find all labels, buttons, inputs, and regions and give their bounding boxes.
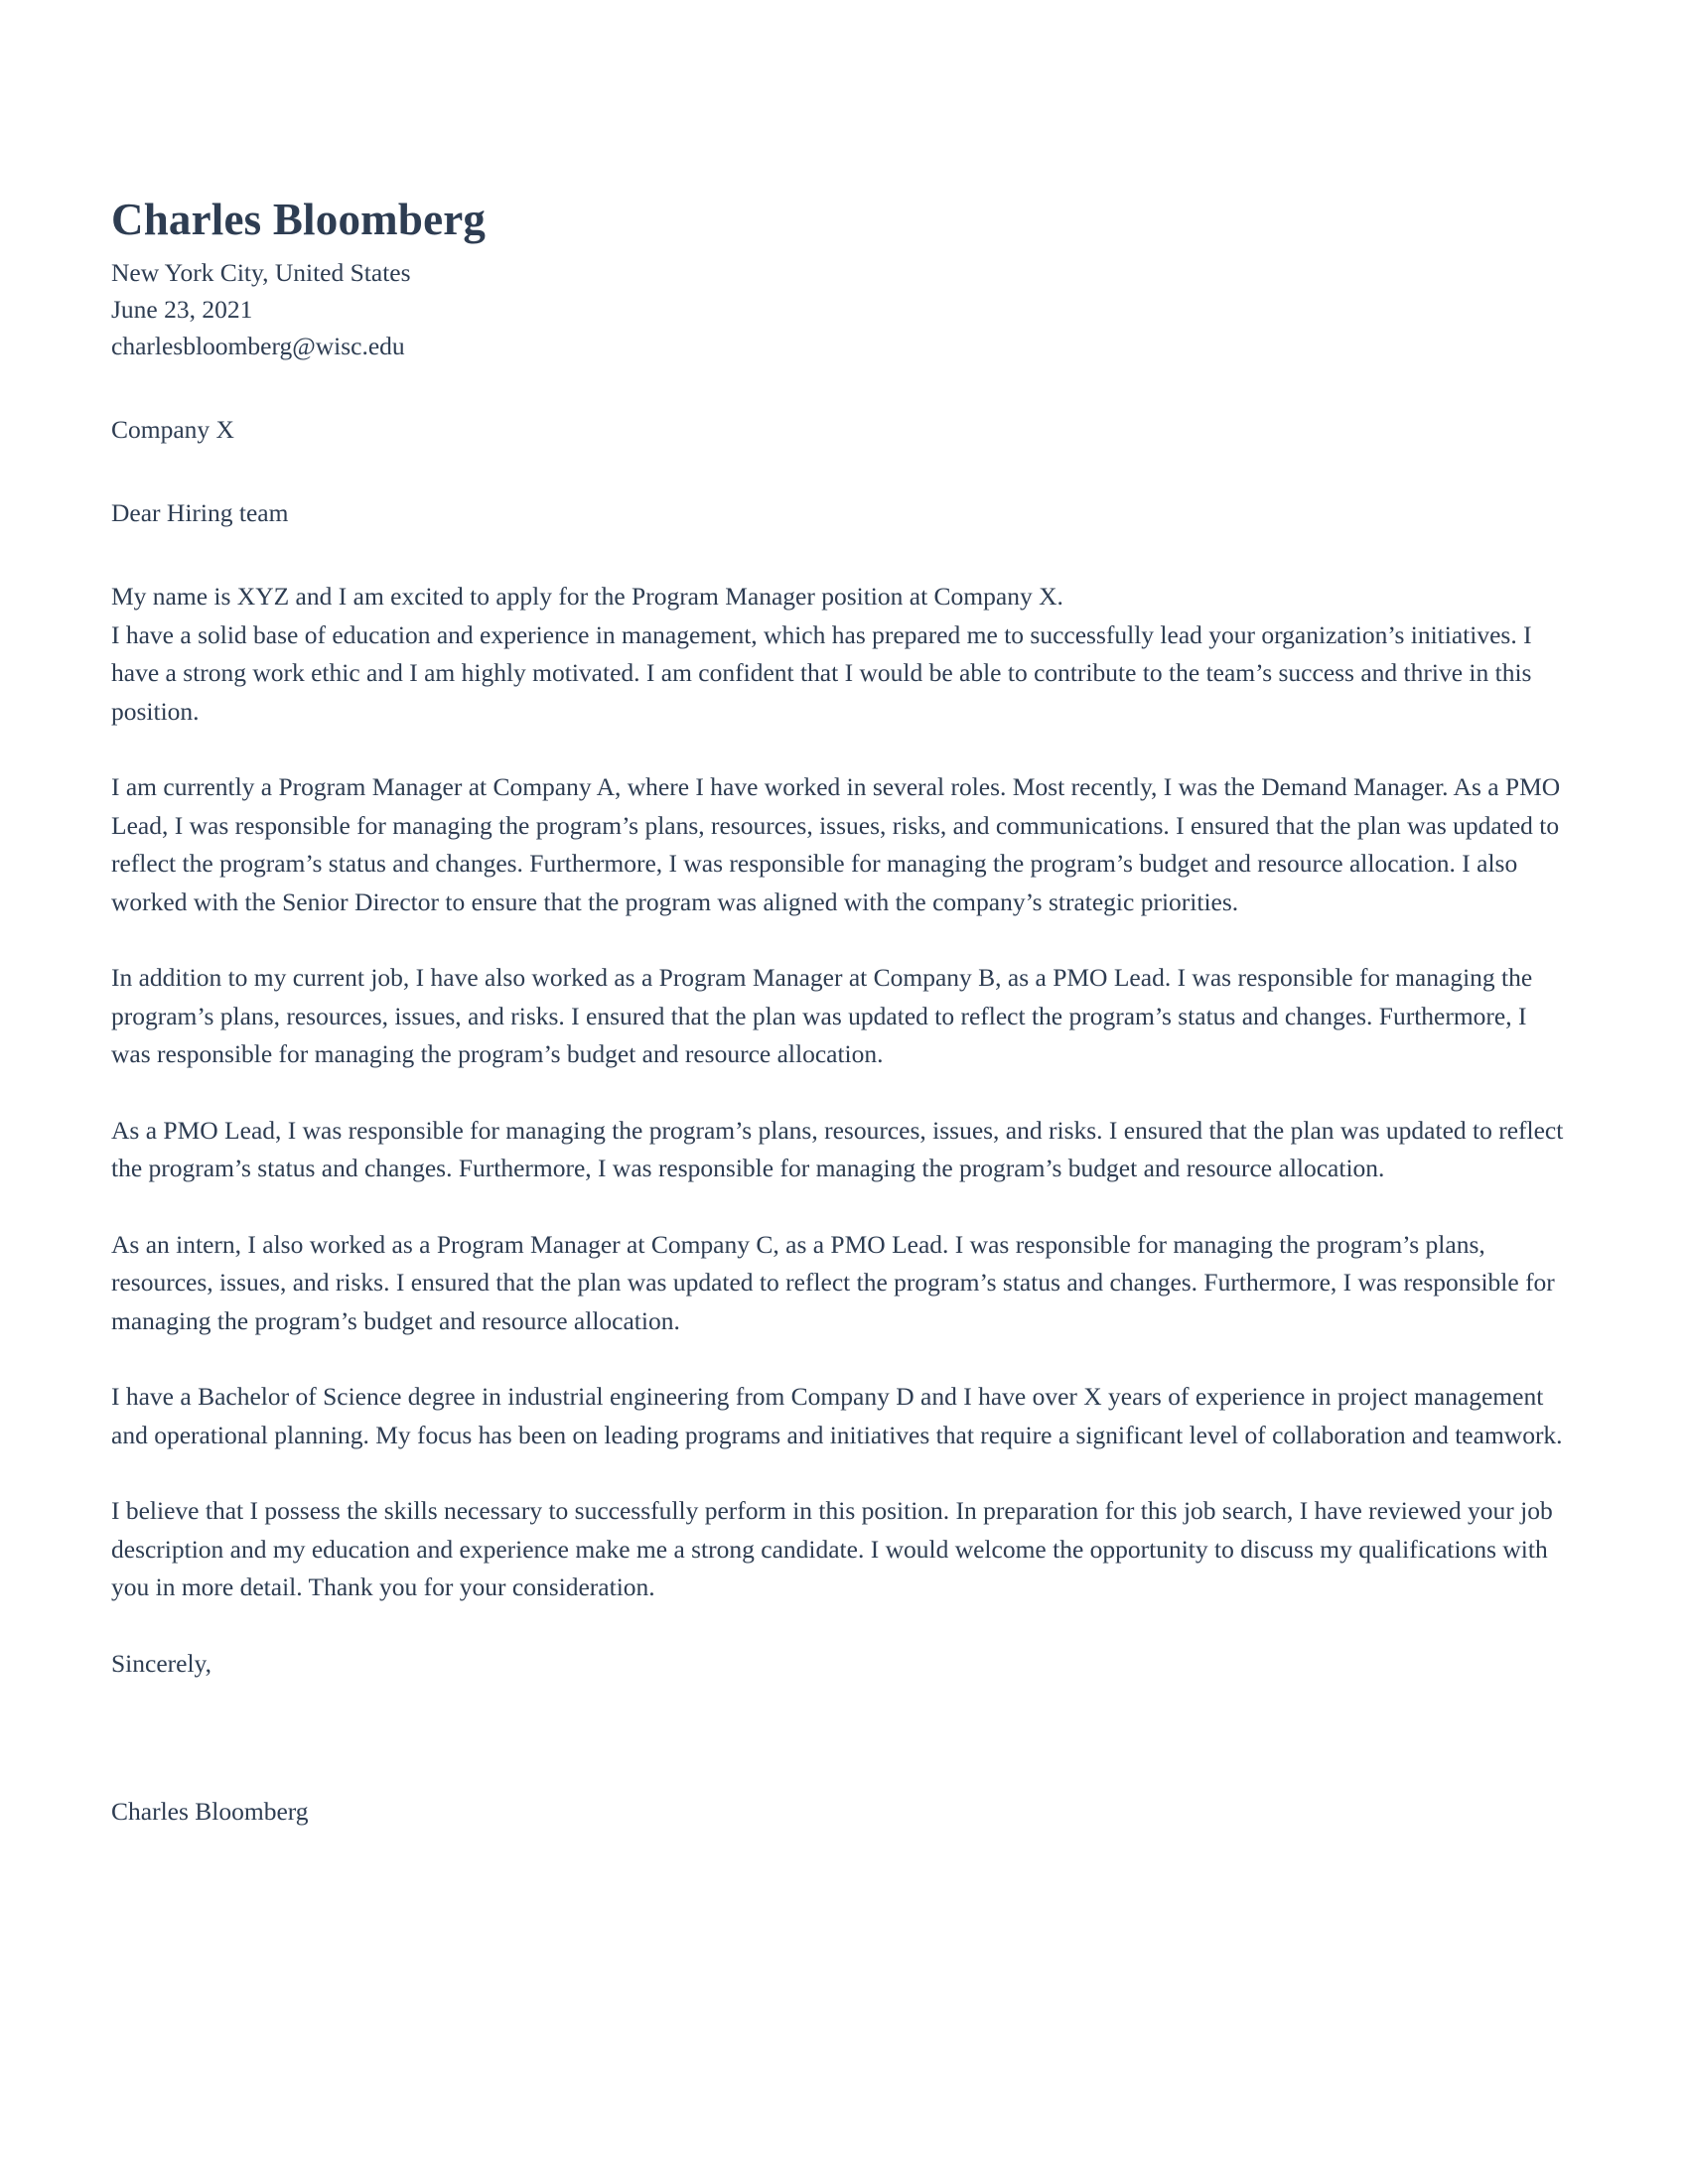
spacer-after-recipient [111, 448, 1571, 494]
paragraph-spacer [111, 1607, 1571, 1645]
paragraph-spacer [111, 1340, 1571, 1378]
salutation: Dear Hiring team [111, 498, 289, 528]
body-paragraph: As an intern, I also worked as a Program Manager at Company C, as a PMO Lead. I was responsible for managing the program’s plans, resources, issues, and risks. I ensured that the plan was updated to reflect the program’s status and changes. Furthermore, I was responsible for managing the program’s budget and resource allocation. [111, 1229, 1555, 1335]
letter-content [111, 195, 1571, 1830]
body-paragraph: I have a Bachelor of Science degree in industrial engineering from Company D and I have over X years of experience in project management and operational planning. My focus has been on leading programs and initiatives that require a significant level of collaboration and teamwork. [111, 1382, 1563, 1449]
paragraph-spacer [111, 1074, 1571, 1112]
body-paragraph: My name is XYZ and I am excited to apply for the Program Manager position at Company X. I have a solid base of education and experience in management, which has prepared me to successfully lead your organization’s initiatives. I have a strong work ethic and I am highly motivated. I am confident that I would be able to contribute to the team’s success and thrive in this position. [111, 582, 1532, 726]
signature-name: Charles Bloomberg [111, 1796, 309, 1826]
body-paragraph: I believe that I possess the skills necessary to successfully perform in this position. In preparation for this job search, I have reviewed your job description and my education and experience make me a strong candidate. I would welcome the opportunity to discuss my qualifications with you in more detail. Thank you for your consideration. [111, 1496, 1553, 1602]
recipient-company: Company X [111, 415, 234, 445]
body-paragraph: In addition to my current job, I have also worked as a Program Manager at Company B, as a PMO Lead. I was responsible for managing the program’s plans, resources, issues, and risks. I ensured that the plan was updated to reflect the program’s status and changes. Furthermore, I was responsible for managing the program’s budget and resource allocation. [111, 963, 1533, 1069]
letter-date: June 23, 2021 [111, 295, 253, 325]
paragraph-spacer [111, 731, 1571, 768]
paragraph-spacer [111, 1188, 1571, 1226]
sender-contact-block [111, 254, 1571, 364]
paragraph-spacer [111, 1454, 1571, 1492]
sender-email: charlesbloomberg@wisc.edu [111, 332, 405, 361]
sender-name: Charles Bloomberg [111, 195, 487, 244]
body-paragraph: I am currently a Program Manager at Company A, where I have worked in several roles. Most recently, I was the Demand Manager. As a PMO Lead, I was responsible for managing the program’s plans, resources, issues, risks, and communications. I ensured that the plan was updated to reflect the program’s status and changes. Furthermore, I was responsible for managing the program’s budget and resource allocation. I also worked with the Senior Director to ensure that the program was aligned with the company’s strategic priorities. [111, 772, 1561, 916]
paragraph-spacer [111, 921, 1571, 959]
spacer-after-salutation [111, 531, 1571, 578]
valediction: Sincerely, [111, 1648, 212, 1678]
signature-space [111, 1682, 1571, 1793]
sender-location: New York City, United States [111, 258, 411, 288]
body-paragraph: As a PMO Lead, I was responsible for managing the program’s plans, resources, issues, and risks. I ensured that the plan was updated to reflect the program’s status and changes. Furthermore, I was responsible for managing the program’s budget and resource allocation. [111, 1115, 1564, 1183]
spacer-after-header [111, 364, 1571, 411]
